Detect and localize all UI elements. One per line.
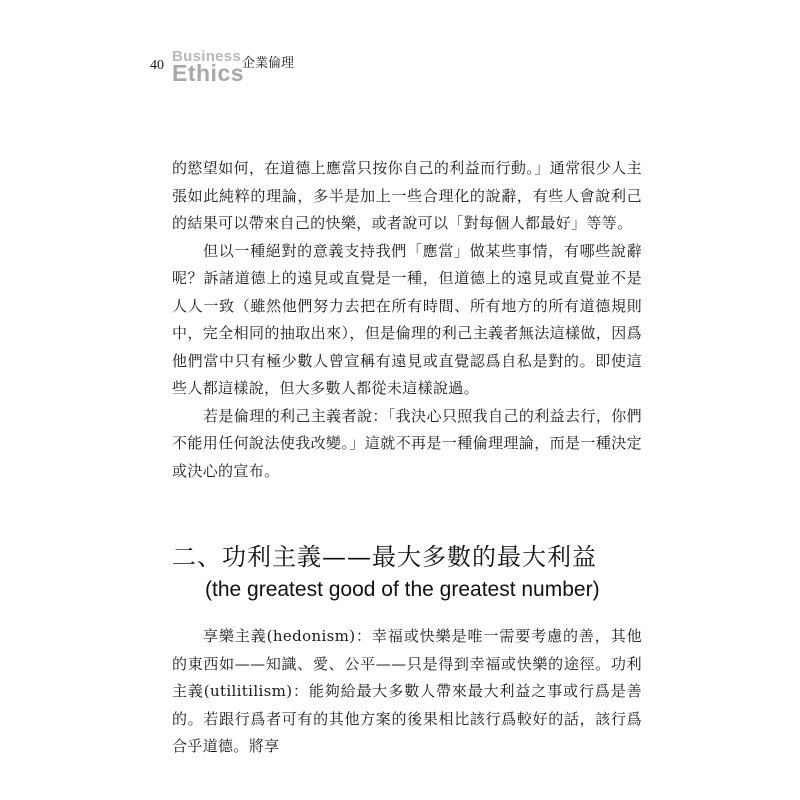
section-heading-english: (the greatest good of the greatest number)	[205, 578, 600, 601]
section-body-text	[172, 623, 642, 761]
paragraph-continued: 的慾望如何，在道德上應當只按你自己的利益而行動。」通常很少人主張如此純粹的理論，多半是加上一些合理化的說辭，有些人會說利己的結果可以帶來自己的快樂，或者說可以「對每個人都最好」等等。	[172, 159, 642, 232]
section-heading-chinese: 二、功利主義——最大多數的最大利益	[172, 543, 597, 571]
section-heading	[172, 540, 652, 606]
paragraph: 若是倫理的利己主義者說：「我決心只照我自己的利益去行，你們不能用任何說法使我改變。」這就不再是一種倫理理論，而是一種決定或決心的宣布。	[172, 406, 642, 480]
paragraph: 享樂主義(hedonism)：幸福或快樂是唯一需要考慮的善，其他的東西如——知識、愛、公平——只是得到幸福或快樂的途徑。功利主義(utilitilism)：能夠給最大多數人帶來最大利益之事或行爲是善的。若跟行爲者可有的其他方案的後果相比該行爲較好的話，該行爲合乎道德。將享	[172, 627, 642, 755]
body-text	[172, 155, 642, 485]
page-number: 40	[150, 58, 164, 73]
paragraph: 但以一種絕對的意義支持我們「應當」做某些事情，有哪些說辭呢？訴諸道德上的遠見或直覺是一種，但道德上的遠見或直覺並不是人人一致（雖然他們努力去把在所有時間、所有地方的所有道德規則中，完全相同的抽取出來），但是倫理的利己主義者無法這樣做，因爲他們當中只有極少數人曾宣稱有遠見或直覺認爲自私是對的。即使這些人都這樣說，但大多數人都從未這樣說過。	[172, 241, 642, 397]
page-header	[150, 48, 310, 90]
running-header-title: 企業倫理	[242, 56, 295, 71]
logo-business-text: Business	[172, 48, 242, 65]
logo-ethics-text: Ethics	[172, 60, 245, 86]
